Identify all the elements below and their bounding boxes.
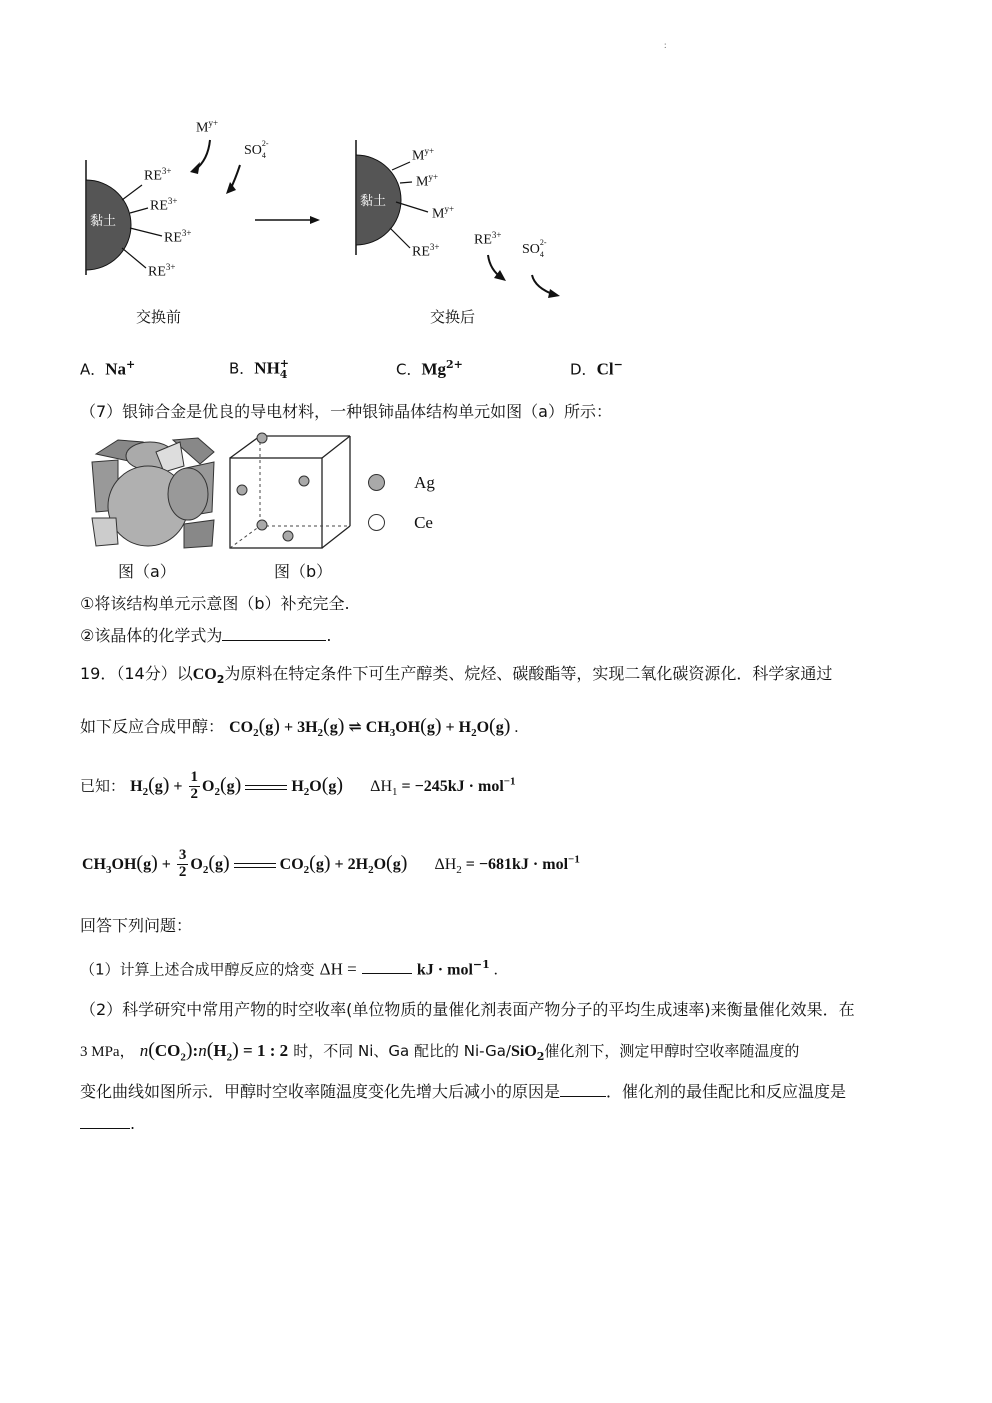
- known-eq-1: 已知： $H_2(g)$ + $\frac{1}{2}$ $O_2(g)$ $H_2O(g) \Delta H_1 = -245kJ \cdot mol^{-1}$: [80, 769, 516, 802]
- after-label: 交换后: [430, 308, 476, 326]
- corner-mark: :: [664, 40, 667, 50]
- part-2-line3: 变化曲线如图所示．甲醇时空收率随温度变化先增大后减小的原因是 ．催化剂的最佳配比和反应温度是: [80, 1082, 847, 1101]
- legend-ce: [368, 512, 433, 533]
- figure-b-svg: [226, 430, 356, 552]
- ion-re-before-3: $RE^{3+}$: [164, 228, 192, 246]
- option-d: D．Cl−: [570, 358, 623, 379]
- arrow-head-1: [190, 162, 200, 174]
- option-a: A．Na+: [80, 358, 136, 379]
- legend-ag: [368, 472, 435, 493]
- ion-re-before-4: $RE^{3+}$: [148, 262, 176, 280]
- fig-a-caption: 图（a）: [118, 562, 176, 581]
- part-2-line2: 3 MPa， $n(CO_2):n(H_2) = 1$ : 2 时，不同 Ni、Ga 配比的 Ni-Ga/SiO$_2$催化剂下，测定甲醇时空收率随温度的: [80, 1039, 800, 1064]
- arrow-head-2: [226, 182, 236, 194]
- q7-sub1: ①将该结构单元示意图（b）补充完全.: [80, 594, 350, 613]
- answer-blank-enthalpy[interactable]: [362, 959, 412, 974]
- ion-re-after-1: $RE^{3+}$: [412, 242, 440, 260]
- ion-re-after-2: $RE^{3+}$: [474, 230, 502, 248]
- ion-re-before-2: $RE^{3+}$: [150, 196, 178, 214]
- ag-atom-top: [257, 433, 267, 443]
- ion-my-before: $M^{y+}$: [196, 118, 219, 136]
- ag-atom-bottom: [283, 531, 293, 541]
- answer-blank-formula[interactable]: [222, 626, 326, 641]
- incoming-arrows: [195, 140, 240, 190]
- ion-so4-before: SO 2- 4: [244, 139, 269, 160]
- figure-a-svg: [88, 432, 218, 550]
- option-b: B．NH + 4: [229, 357, 290, 381]
- option-c: C．$Mg^{2+}$: [396, 358, 463, 379]
- before-label: 交换前: [136, 308, 182, 326]
- ion-so4-after: SO 2- 4: [522, 238, 547, 259]
- part-2-line1: （2）科学研究中常用产物的时空收率(单位物质的量催化剂表面产物分子的平均生成速率)来衡量催化效果．在: [80, 1000, 855, 1019]
- ce-legend-swatch: [368, 514, 385, 531]
- ag-legend-label: Ag: [414, 472, 435, 492]
- ion-my-after-2: $M^{y+}$: [416, 172, 439, 190]
- ag-atom-bottom-back: [257, 520, 267, 530]
- part-2-line4: .: [80, 1114, 135, 1133]
- exchange-arrow: [255, 216, 320, 224]
- arrow-head-4: [548, 289, 560, 298]
- ion-re-before-1: $RE^{3+}$: [144, 166, 172, 184]
- known-eq-2: $CH_3OH(g)$ + $\frac{3}{2}$ $O_2(g) CO_2(g) + 2H_2O(g) \Delta H_2 = -681kJ \cdot mol^{-1}$: [82, 847, 580, 880]
- q19-intro: 19．（14分）以$CO_2$为原料在特定条件下可生产醇类、烷烃、碳酸酯等，实现二氧化碳资源化．科学家通过: [80, 664, 833, 687]
- ag-atom-back: [299, 476, 309, 486]
- figure-a: [88, 432, 218, 550]
- ion-my-after-1: $M^{y+}$: [412, 146, 435, 164]
- clay-label-before: 黏土: [90, 214, 117, 229]
- ce-legend-label: Ce: [414, 512, 433, 532]
- part-1: （1）计算上述合成甲醇反应的焓变 ΔH = kJ · mol$^{-1}$ .: [80, 958, 498, 979]
- q7-text: （7）银铈合金是优良的导电材料，一种银铈晶体结构单元如图（a）所示：: [80, 402, 612, 421]
- ion-exchange-diagram: [70, 110, 590, 350]
- answer-blank-reason[interactable]: [560, 1082, 606, 1097]
- clay-label-after: 黏土: [360, 194, 387, 209]
- answer-blank-optimal[interactable]: [80, 1114, 130, 1129]
- q19-reaction-line: 如下反应合成甲醇： $CO_2(g) + 3H_2(g)$ ⇌ $CH_3OH(g) + H_2O(g)$ .: [80, 715, 519, 740]
- q7-sub2: ②该晶体的化学式为 .: [80, 626, 332, 645]
- answer-prompt: 回答下列问题：: [80, 916, 193, 935]
- figure-b: [226, 430, 356, 552]
- fig-b-caption: 图（b）: [274, 562, 333, 581]
- ion-my-after-3: $M^{y+}$: [432, 204, 455, 222]
- ag-atom-left: [237, 485, 247, 495]
- ag-legend-swatch: [368, 474, 385, 491]
